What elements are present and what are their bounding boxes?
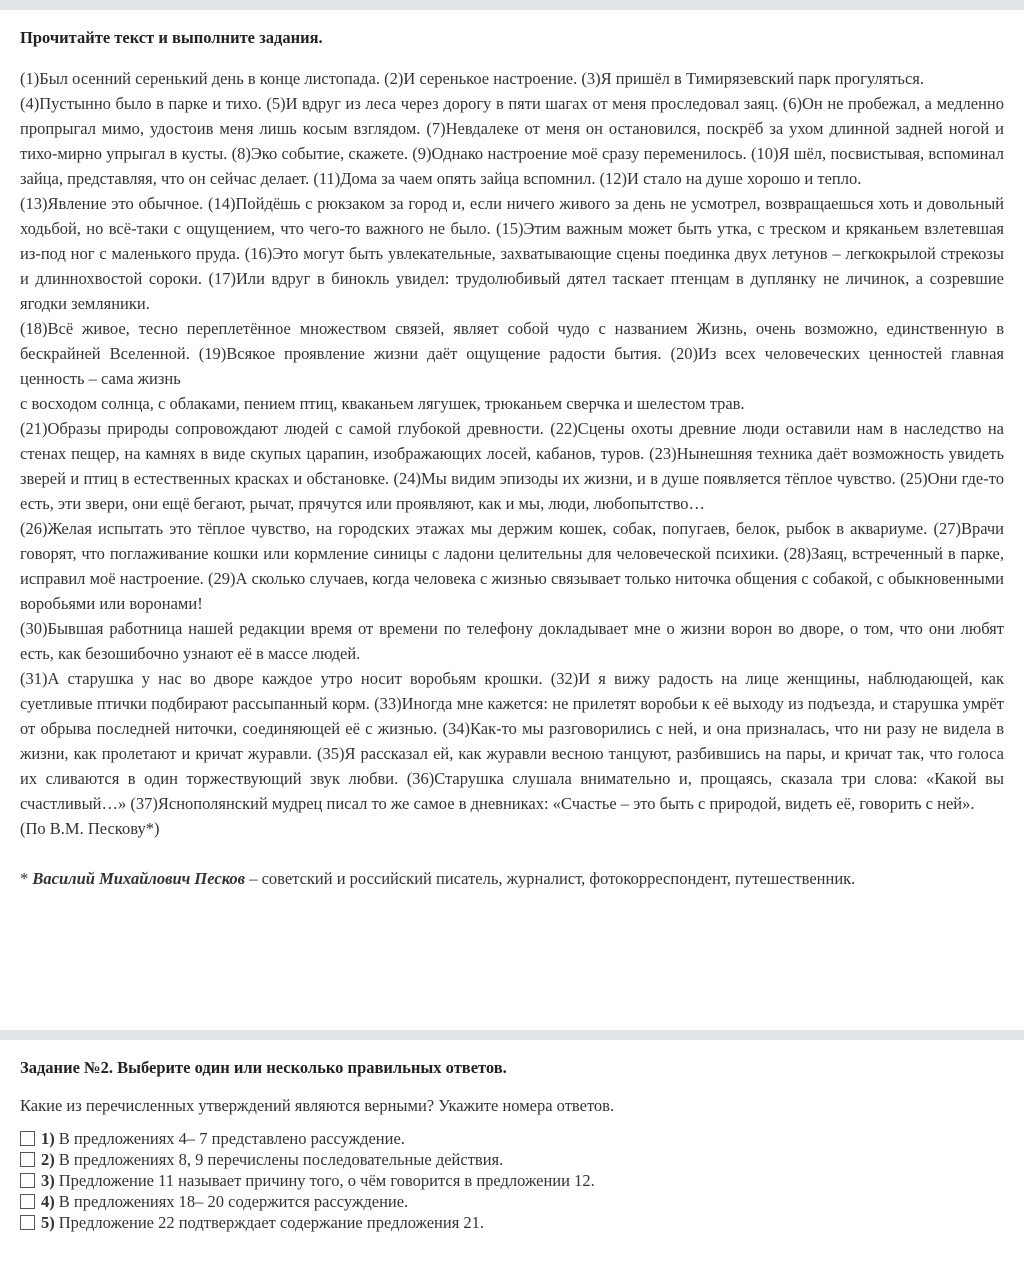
option-number: 3) bbox=[41, 1171, 55, 1190]
section-divider-band bbox=[0, 1030, 1024, 1040]
option-number: 2) bbox=[41, 1150, 55, 1169]
footnote-description: – советский и российский писатель, журналист, фотокорреспондент, путешественник. bbox=[245, 869, 856, 888]
answer-option-1[interactable] bbox=[20, 1128, 1004, 1149]
checkbox-1[interactable] bbox=[20, 1131, 35, 1146]
author-footnote bbox=[20, 866, 1004, 891]
paragraph: (4)Пустынно было в парке и тихо. (5)И вдруг из леса через дорогу в пяти шагах от меня проследовал заяц. (6)Он не пробежал, а медленно пропрыгал мимо, удостоив меня лишь косым взглядом. (7)Невдалеке от меня он остановился, поскрёб за ухом длинной задней ногой и тихо-мирно упрыгал в кусты. (8)Эко событие, скажете. (9)Однако настроение моё сразу переменилось. (10)Я шёл, посвистывая, вспоминал зайца, представляя, что он сейчас делает. (11)Дома за чаем опять зайца вспомнил. (12)И стало на душе хорошо и тепло. bbox=[20, 94, 1004, 188]
checkbox-5[interactable] bbox=[20, 1215, 35, 1230]
top-divider-band bbox=[0, 0, 1024, 10]
footnote-marker: * bbox=[20, 869, 33, 888]
paragraph: (26)Желая испытать это тёплое чувство, на городских этажах мы держим кошек, собак, попугаев, белок, рыбок в аквариуме. (27)Врачи говорят, что поглаживание кошки или кормление синицы с ладони целительны для человеческой психики. (28)Заяц, встреченный в парке, исправил моё настроение. (29)А сколько случаев, когда человека с жизнью связывает только ниточка общения с собакой, с обыкновенными воробьями или воронами! bbox=[20, 519, 1004, 613]
checkbox-2[interactable] bbox=[20, 1152, 35, 1167]
paragraph: (30)Бывшая работница нашей редакции время от времени по телефону докладывает мне о жизни ворон во дворе, о том, что они любят есть, как безошибочно узнают её в массе людей. bbox=[20, 619, 1004, 663]
task-question: Какие из перечисленных утверждений являются верными? Укажите номера ответов. bbox=[20, 1096, 615, 1115]
answer-options bbox=[20, 1128, 1004, 1233]
reading-text-card bbox=[0, 10, 1024, 1030]
answer-option-4[interactable] bbox=[20, 1191, 1004, 1212]
option-text: Предложение 11 называет причину того, о чём говорится в предложении 12. bbox=[58, 1171, 595, 1190]
reading-text bbox=[20, 66, 1004, 841]
option-number: 1) bbox=[41, 1129, 55, 1148]
option-text: В предложениях 8, 9 перечислены последовательные действия. bbox=[58, 1150, 504, 1169]
paragraph: (21)Образы природы сопровождают людей с самой глубокой древности. (22)Сцены охоты древние люди оставили нам в наследство на стенах пещер, на камнях в виде скупых царапин, изображающих лосей, кабанов, туров. (23)Нынешняя техника даёт возможность увидеть зверей и птиц в естественных красках и обстановке. (24)Мы видим эпизоды их жизни, и в душе появляется тёплое чувство. (25)Они где-то есть, эти звери, они ещё бегают, рычат, прячутся или проявляют, как и мы, люди, любопытство… bbox=[20, 419, 1004, 513]
checkbox-3[interactable] bbox=[20, 1173, 35, 1188]
paragraph: (1)Был осенний серенький день в конце листопада. (2)И серенькое настроение. (3)Я пришёл в Тимирязевский парк прогуляться. bbox=[20, 69, 924, 88]
option-number: 4) bbox=[41, 1192, 55, 1211]
paragraph: (18)Всё живое, тесно переплетённое множеством связей, являет собой чудо с названием Жизнь, очень возможно, единственную в бескрайней Вселенной. (19)Всякое проявление жизни даёт ощущение радости бытия. (20)Из всех человеческих ценностей главная ценность – сама жизнь bbox=[20, 319, 1004, 388]
option-text: В предложениях 18– 20 содержится рассуждение. bbox=[58, 1192, 409, 1211]
task-card bbox=[0, 1040, 1024, 1233]
footnote-author: Василий Михайлович Песков bbox=[32, 869, 246, 888]
reading-heading: Прочитайте текст и выполните задания. bbox=[20, 28, 323, 47]
paragraph: (31)А старушка у нас во дворе каждое утро носит воробьям крошки. (32)И я вижу радость на лице женщины, наблюдающей, как суетливые птички подбирают рассыпанный корм. (33)Иногда мне кажется: не прилетят воробьи к её выходу из подъезда, и старушка умрёт от обрыва последней ниточки, соединяющей её с жизнью. (34)Как-то мы разговорились с ней, и она призналась, что ни разу не видела в жизни, как пролетают и кричат журавли. (35)Я рассказал ей, как журавли весною танцуют, разбившись на пары, и кричат так, что голоса их сливаются в один торжествующий звук любви. (36)Старушка слушала внимательно и, прощаясь, сказала три слова: «Какой вы счастливый…» (37)Яснополянский мудрец писал то же самое в дневниках: «Счастье – это быть с природой, видеть её, говорить с ней». bbox=[20, 669, 1004, 813]
paragraph: с восходом солнца, с облаками, пением птиц, кваканьем лягушек, трюканьем сверчка и шелестом трав. bbox=[20, 394, 745, 413]
answer-option-2[interactable] bbox=[20, 1149, 1004, 1170]
paragraph: (13)Явление это обычное. (14)Пойдёшь с рюкзаком за город и, если ничего живого за день не усмотрел, возвращаешься хоть и довольный ходьбой, но всё-таки с ощущением, что чего-то важного не было. (15)Этим важным может быть утка, с треском и кряканьем взлетевшая из-под ног с маленького пруда. (16)Это могут быть увлекательные, захватывающие сцены поединка двух летунов – легкокрылой стрекозы и длиннохвостой сороки. (17)Или вдруг в бинокль увидел: трудолюбивый дятел таскает птенцам в дуплянку не личинок, а созревшие ягодки земляники. bbox=[20, 194, 1004, 313]
answer-option-3[interactable] bbox=[20, 1170, 1004, 1191]
option-number: 5) bbox=[41, 1213, 55, 1232]
option-text: Предложение 22 подтверждает содержание предложения 21. bbox=[58, 1213, 485, 1232]
option-text: В предложениях 4– 7 представлено рассуждение. bbox=[58, 1129, 405, 1148]
source-attribution: (По В.М. Пескову*) bbox=[20, 819, 160, 838]
checkbox-4[interactable] bbox=[20, 1194, 35, 1209]
task-heading: Задание №2. Выберите один или несколько правильных ответов. bbox=[20, 1058, 507, 1077]
answer-option-5[interactable] bbox=[20, 1212, 1004, 1233]
